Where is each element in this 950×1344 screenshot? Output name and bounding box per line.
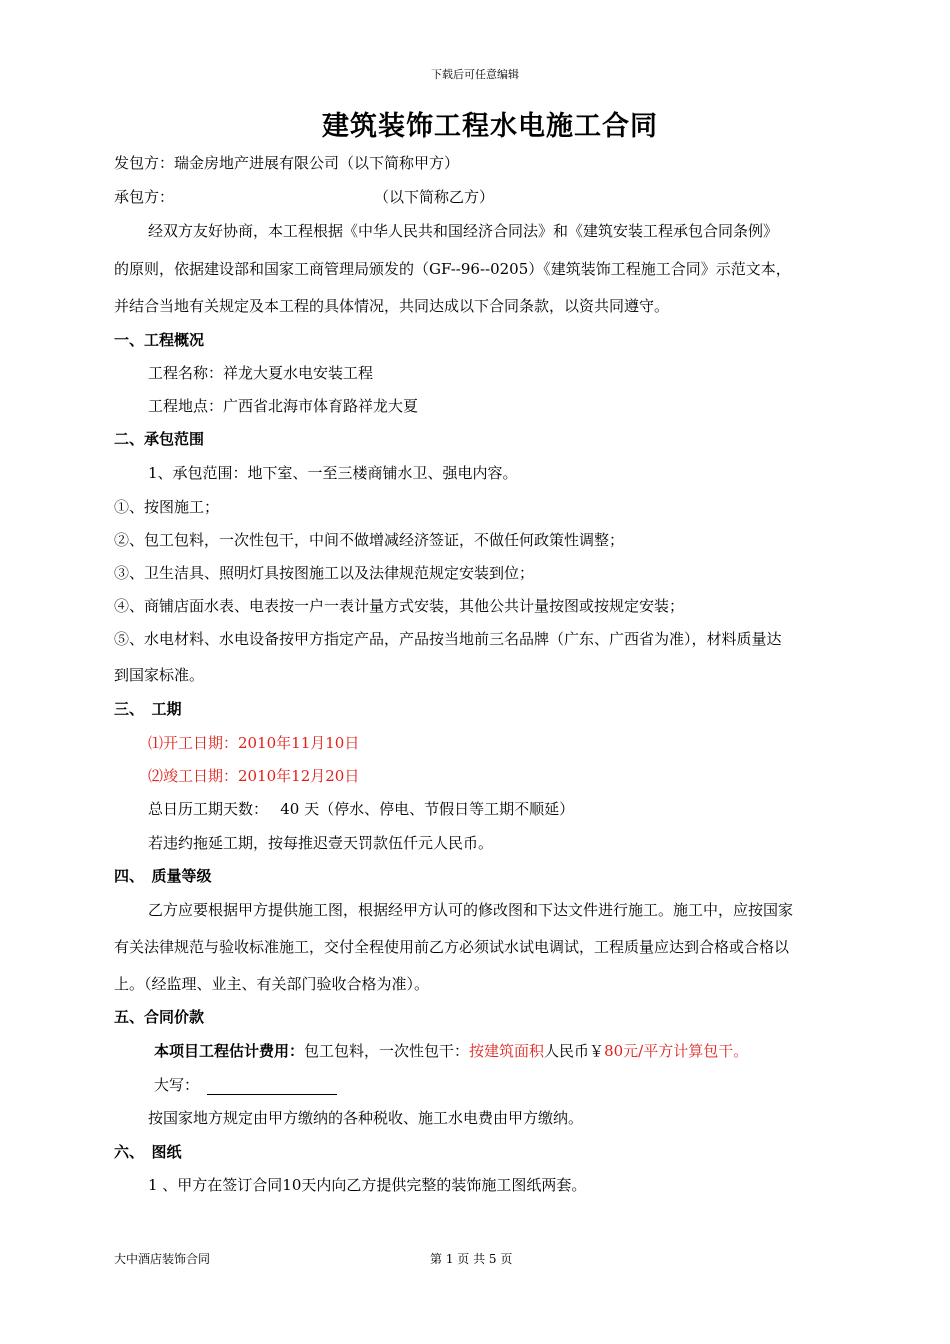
end-date: ⑵竣工日期：2010年12月20日 [148, 767, 360, 785]
party-b-value: （以下简称乙方） [374, 188, 495, 206]
cost-basis: 按建筑面积 [469, 1042, 545, 1060]
cost-rate: 80元/平方计算包干。 [604, 1042, 749, 1060]
header-note: 下载后可任意编辑 [431, 68, 519, 81]
quality-line-2: 有关法律规范与验收标准施工，交付全程使用前乙方必须试水试电调试，工程质量应达到合格或合格以 [114, 938, 790, 956]
intro-line-3: 并结合当地有关规定及本工程的具体情况，共同达成以下合同条款，以资共同遵守。 [114, 297, 670, 315]
drawings-item-1: 1 、甲方在签订合同10天内向乙方提供完整的装饰施工图纸两套。 [148, 1176, 587, 1194]
scope-item-4: ④、商铺店面水表、电表按一户一表计量方式安装，其他公共计量按图或按规定安装； [114, 597, 685, 615]
scope-item-1: ①、按图施工； [114, 498, 220, 516]
scope-text: 1、承包范围：地下室、一至三楼商铺水卫、强电内容。 [148, 464, 518, 482]
section-1-heading: 一、工程概况 [114, 331, 205, 349]
tax-line: 按国家地方规定由甲方缴纳的各种税收、施工水电费由甲方缴纳。 [148, 1109, 584, 1127]
scope-item-5: ⑤、水电材料、水电设备按甲方指定产品，产品按当地前三名品牌（广东、广西省为准），材料质量达 [114, 630, 782, 648]
cost-mid: 包工包料，一次性包干： [304, 1042, 470, 1060]
intro-line-1: 经双方友好协商，本工程根据《中华人民共和国经济合同法》和《建筑安装工程承包合同条例》 [148, 222, 779, 240]
project-name: 工程名称：祥龙大夏水电安装工程 [148, 364, 374, 382]
section-6-heading: 六、 图纸 [114, 1143, 182, 1161]
daxie-blank [207, 1080, 337, 1095]
total-days: 总日历工期天数： 40 天（停水、停电、节假日等工期不顺延） [148, 800, 575, 818]
section-2-heading: 二、承包范围 [114, 430, 205, 448]
project-location: 工程地点：广西省北海市体育路祥龙大夏 [148, 397, 419, 415]
scope-item-2: ②、包工包料，一次性包干，中间不做增减经济签证，不做任何政策性调整； [114, 531, 625, 549]
start-date: ⑴开工日期：2010年11月10日 [148, 734, 360, 752]
daxie-line [154, 1074, 337, 1095]
section-3-heading: 三、 工期 [114, 700, 182, 718]
daxie-label: 大写： [154, 1076, 200, 1094]
party-b-label: 承包方： [114, 188, 175, 206]
document-title: 建筑装饰工程水电施工合同 [322, 111, 658, 142]
party-a-line [114, 152, 459, 173]
page-number: 第 1 页 共 5 页 [430, 1252, 513, 1266]
party-b-line [114, 186, 494, 207]
quality-line-1: 乙方应要根据甲方提供施工图，根据经甲方认可的修改图和下达文件进行施工。施工中，应按国家 [148, 901, 794, 919]
quality-line-3: 上。（经监理、业主、有关部门验收合格为准）。 [114, 975, 430, 993]
delay-penalty: 若违约拖延工期，按每推迟壹天罚款伍仟元人民币。 [148, 834, 494, 852]
section-5-heading: 五、合同价款 [114, 1008, 205, 1026]
cost-label: 本项目工程估计费用： [154, 1042, 305, 1060]
party-a-label: 发包方： [114, 154, 175, 172]
cost-currency: 人民币￥ [544, 1042, 605, 1060]
cost-line [154, 1040, 748, 1061]
footer-title: 大中酒店装饰合同 [114, 1252, 211, 1266]
intro-line-2: 的原则，依据建设部和国家工商管理局颁发的（GF--96--0205）《建筑装饰工程施工合同》示范文本， [114, 260, 791, 278]
scope-item-5-cont: 到国家标准。 [114, 666, 205, 684]
scope-item-3: ③、卫生洁具、照明灯具按图施工以及法律规范规定安装到位； [114, 564, 535, 582]
section-4-heading: 四、 质量等级 [114, 867, 212, 885]
party-a-value: 瑞金房地产进展有限公司（以下简称甲方） [174, 154, 460, 172]
